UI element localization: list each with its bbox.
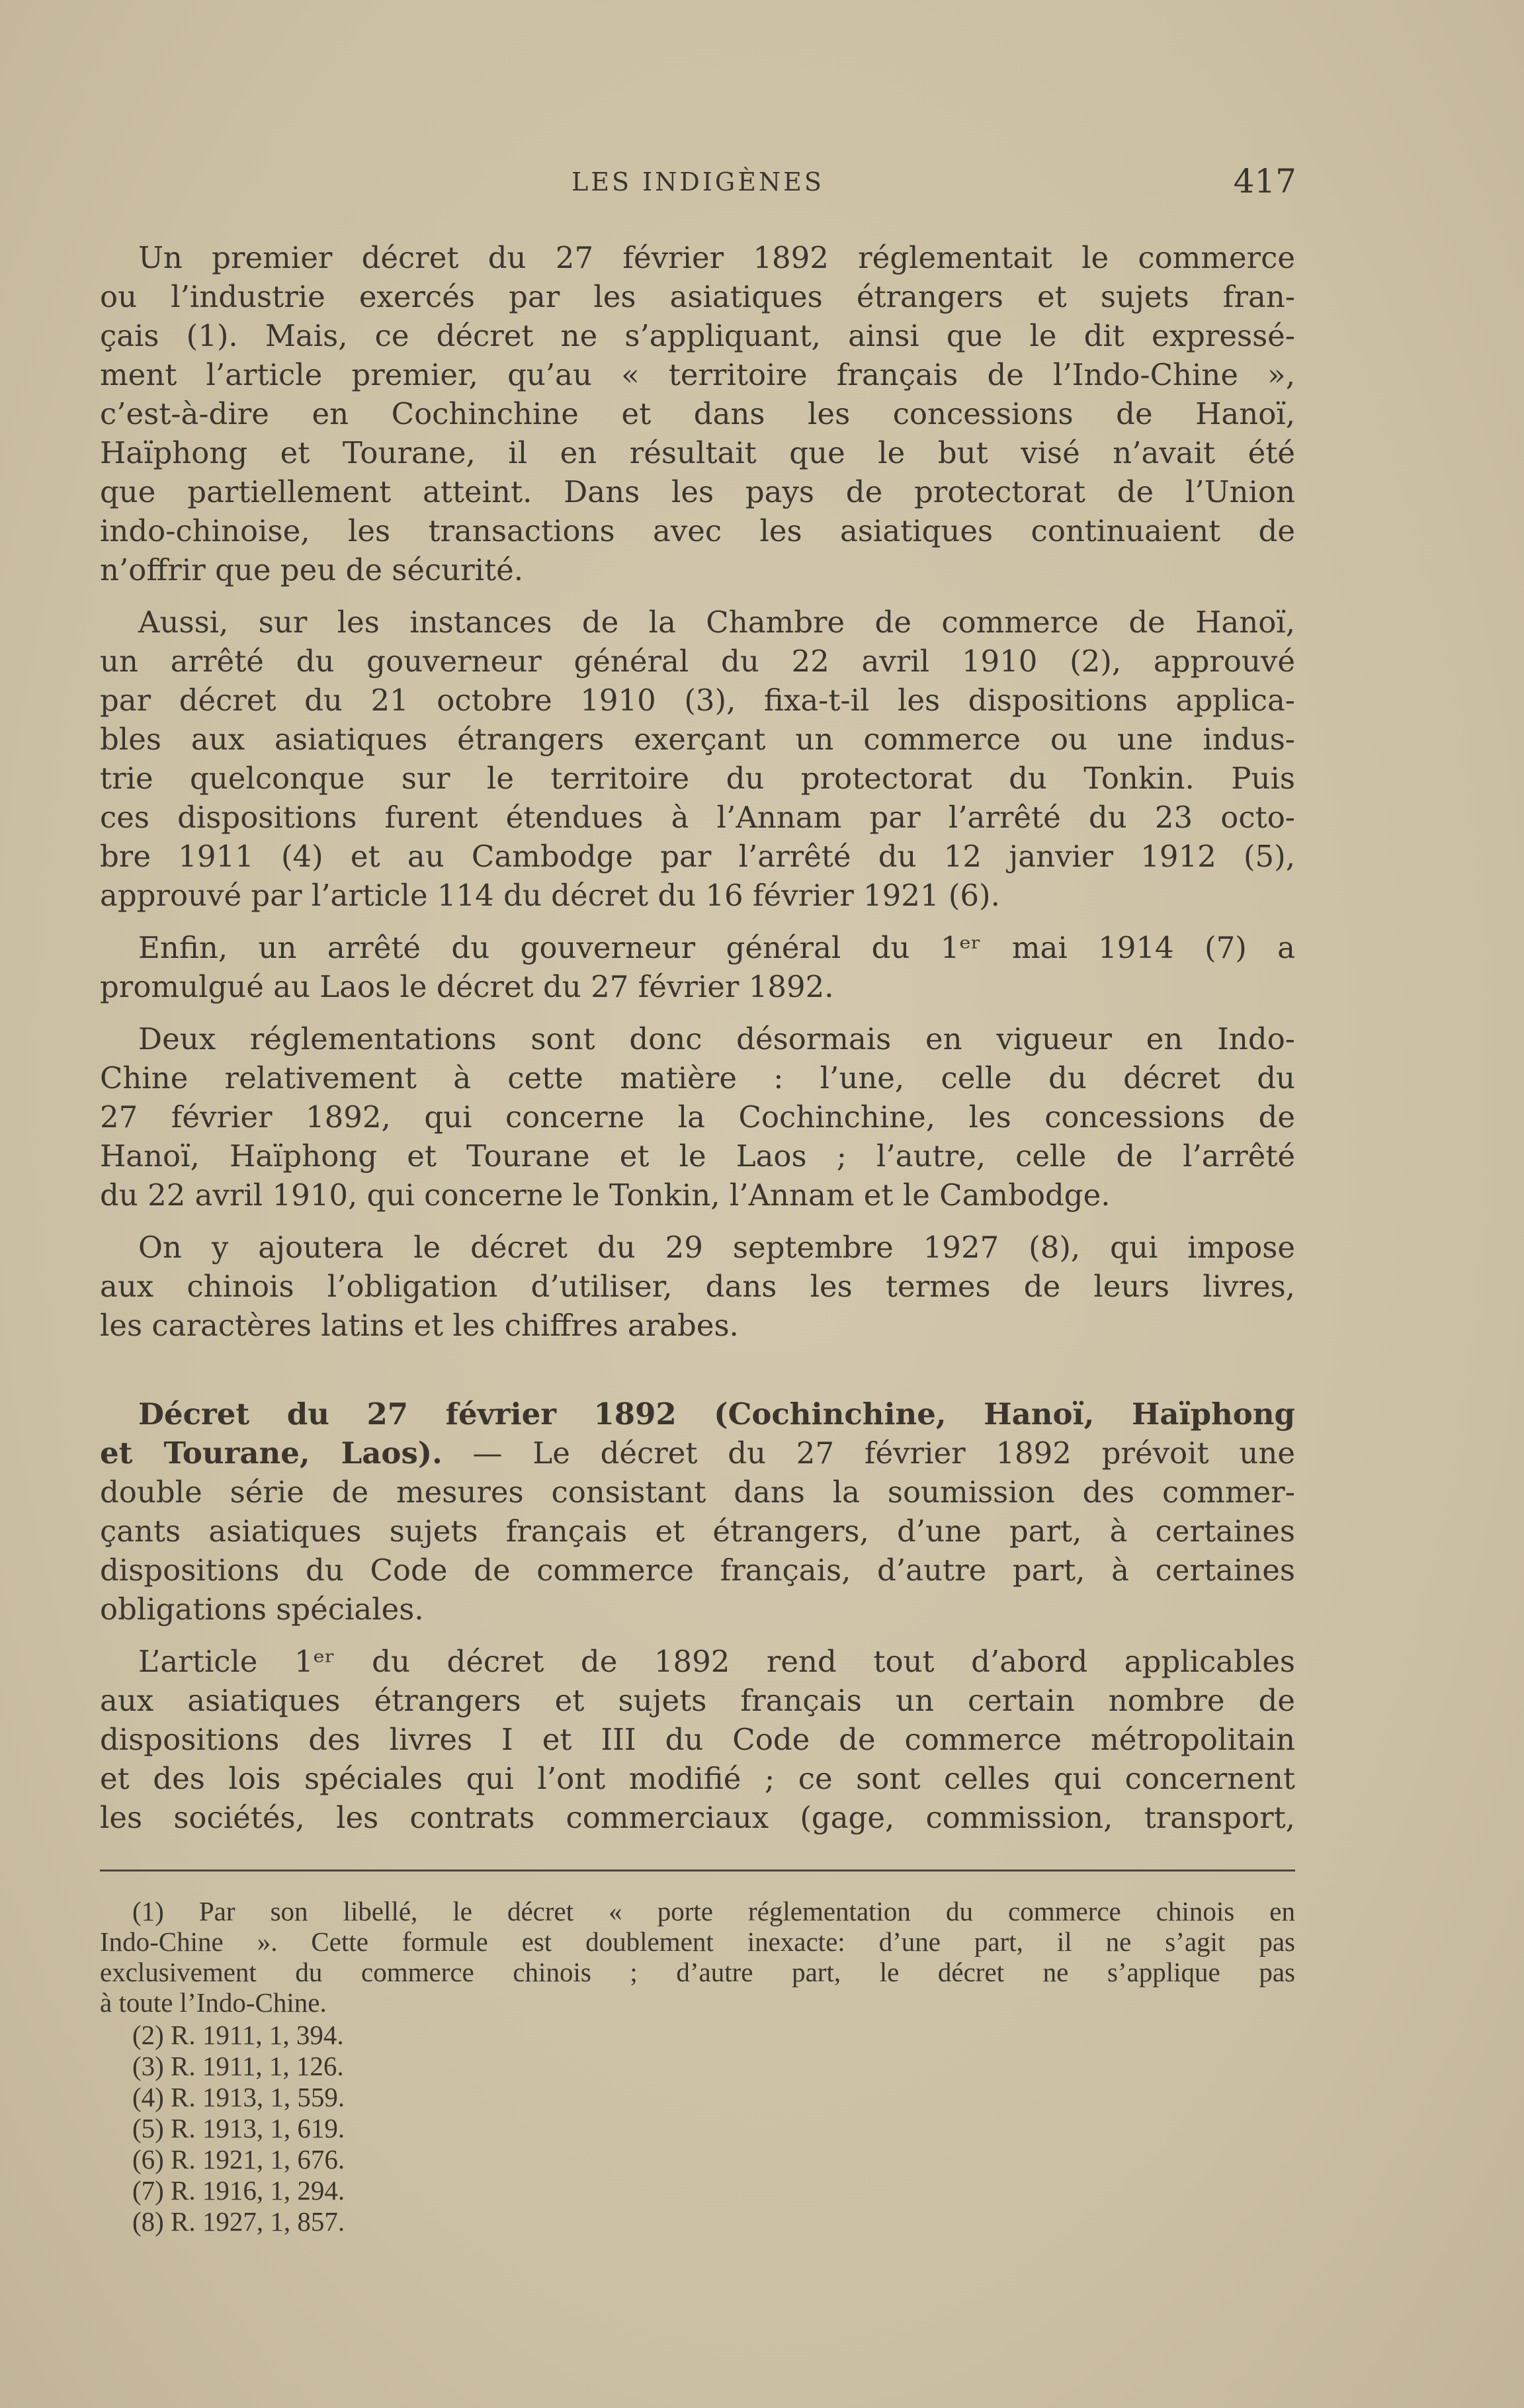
paragraph-line: du 22 avril 1910, qui concerne le Tonkin, l’Annam et le Cambodge. xyxy=(100,1178,1111,1213)
paragraph-line: Deux réglementations sont donc désormais en vigueur en Indo- xyxy=(138,1021,1295,1056)
paragraph-line: que partiellement atteint. Dans les pays de protectorat de l’Union xyxy=(100,474,1295,509)
footnote-reference: (7) R. 1916, 1, 294. xyxy=(132,2175,345,2206)
paragraph-line: les sociétés, les contrats commerciaux (gage, commission, transport, xyxy=(100,1800,1295,1835)
paragraph-line: aux chinois l’obligation d’utiliser, dans les termes de leurs livres, xyxy=(100,1269,1295,1304)
paragraph-line: indo-chinoise, les transactions avec les asiatiques continuaient de xyxy=(100,513,1295,548)
paragraph-line: les caractères latins et les chiffres arabes. xyxy=(100,1308,739,1343)
paragraph-line: Haïphong et Tourane, il en résultait que le but visé n’avait été xyxy=(100,435,1295,470)
section-heading: Décret du 27 février 1892 (Cochinchine, Hanoï, Haïphong xyxy=(138,1397,1295,1432)
paragraph-line: obligations spéciales. xyxy=(100,1592,424,1627)
paragraph-line: Enfin, un arrêté du gouverneur général du 1ᵉʳ mai 1914 (7) a xyxy=(138,930,1295,965)
paragraph-line: Un premier décret du 27 février 1892 réglementait le commerce xyxy=(138,240,1295,275)
footnote-line: exclusivement du commerce chinois ; d’autre part, le décret ne s’applique pas xyxy=(100,1957,1295,1987)
paragraph-line: n’offrir que peu de sécurité. xyxy=(100,552,524,587)
paragraph-line: ou l’industrie exercés par les asiatiques étrangers et sujets fran- xyxy=(100,279,1295,314)
paragraph-line: dispositions des livres I et III du Code de commerce métropolitain xyxy=(100,1722,1295,1757)
footnote-reference: (5) R. 1913, 1, 619. xyxy=(132,2113,345,2143)
footnote-line: (1) Par son libellé, le décret « porte réglementation du commerce chinois en xyxy=(132,1896,1295,1926)
paragraph-line: c’est-à-dire en Cochinchine et dans les concessions de Hanoï, xyxy=(100,396,1295,431)
footnote-line: Indo-Chine ». Cette formule est doublement inexacte: d’une part, il ne s’agit pas xyxy=(100,1926,1295,1957)
paragraph-line: çais (1). Mais, ce décret ne s’appliquant, ainsi que le dit expressé- xyxy=(100,318,1295,353)
paragraph-line: 27 février 1892, qui concerne la Cochinchine, les concessions de xyxy=(100,1099,1295,1135)
footnote-line: à toute l’Indo-Chine. xyxy=(100,1987,327,2018)
paragraph-line: aux asiatiques étrangers et sujets français un certain nombre de xyxy=(100,1683,1295,1718)
footnote-reference: (3) R. 1911, 1, 126. xyxy=(132,2051,344,2081)
page-number: 417 xyxy=(1233,162,1296,200)
paragraph-line: un arrêté du gouverneur général du 22 avril 1910 (2), approuvé xyxy=(100,644,1295,679)
paragraph-line: trie quelconque sur le territoire du protectorat du Tonkin. Puis xyxy=(100,761,1295,796)
footnote-reference: (8) R. 1927, 1, 857. xyxy=(132,2206,345,2237)
section-heading-cont: et Tourane, Laos). xyxy=(100,1436,443,1471)
paragraph-line: dispositions du Code de commerce français, d’autre part, à certaines xyxy=(100,1553,1295,1588)
footnote-reference: (4) R. 1913, 1, 559. xyxy=(132,2082,345,2112)
footnote-reference: (6) R. 1921, 1, 676. xyxy=(132,2144,345,2174)
paragraph-line: double série de mesures consistant dans la soumission des commer- xyxy=(100,1475,1295,1510)
section-heading-line xyxy=(100,1434,1295,1473)
paragraph-line: par décret du 21 octobre 1910 (3), fixa-t-il les dispositions applica- xyxy=(100,683,1295,718)
paragraph-line: ment l’article premier, qu’au « territoire français de l’Indo-Chine », xyxy=(100,357,1295,392)
paragraph-line: çants asiatiques sujets français et étrangers, d’une part, à certaines xyxy=(100,1514,1295,1549)
paragraph-line: Chine relativement à cette matière : l’une, celle du décret du xyxy=(100,1060,1295,1096)
paragraph-line: Aussi, sur les instances de la Chambre de commerce de Hanoï, xyxy=(138,605,1295,640)
paragraph-line: ces dispositions furent étendues à l’Annam par l’arrêté du 23 octo- xyxy=(100,800,1295,835)
running-header xyxy=(99,162,1296,202)
paragraph-line: bles aux asiatiques étrangers exerçant un commerce ou une indus- xyxy=(100,722,1295,757)
paragraph-line: Hanoï, Haïphong et Tourane et le Laos ; l’autre, celle de l’arrêté xyxy=(100,1139,1295,1174)
paragraph-line: L’article 1ᵉʳ du décret de 1892 rend tout d’abord applicables xyxy=(138,1644,1295,1679)
running-title: LES INDIGÈNES xyxy=(572,167,824,196)
paragraph-line: approuvé par l’article 114 du décret du 16 février 1921 (6). xyxy=(100,878,1000,913)
footnote-reference: (2) R. 1911, 1, 394. xyxy=(132,2020,344,2050)
paragraph-line: et des lois spéciales qui l’ont modifié ; ce sont celles qui concernent xyxy=(100,1761,1295,1796)
section-text: — Le décret du 27 février 1892 prévoit une xyxy=(442,1436,1295,1471)
footnote-rule xyxy=(100,1870,1295,1871)
paragraph-line: promulgué au Laos le décret du 27 février 1892. xyxy=(100,969,834,1004)
paragraph-line: bre 1911 (4) et au Cambodge par l’arrêté du 12 janvier 1912 (5), xyxy=(100,839,1295,874)
section-heading-line xyxy=(138,1395,1295,1434)
paragraph-line: On y ajoutera le décret du 29 septembre 1927 (8), qui impose xyxy=(138,1230,1295,1265)
